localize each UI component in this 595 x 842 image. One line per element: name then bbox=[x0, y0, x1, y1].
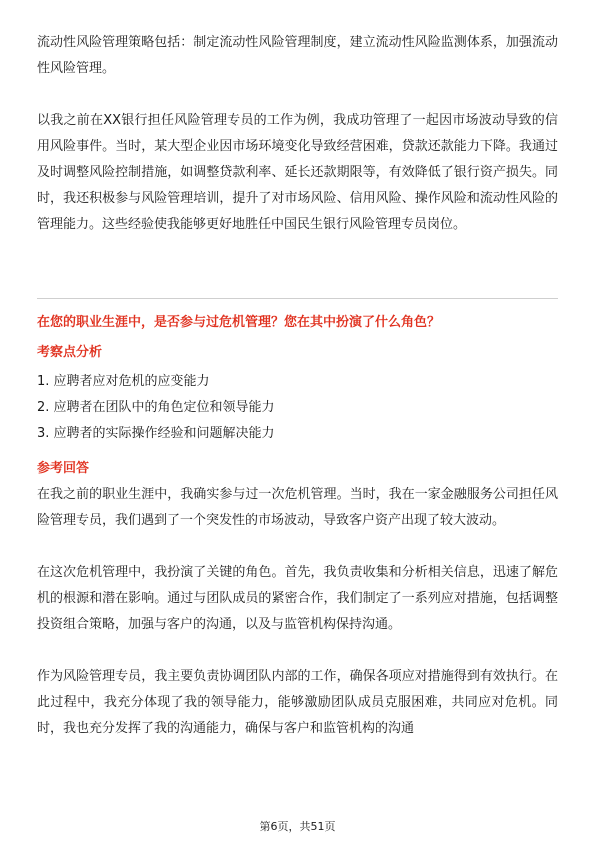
analysis-list bbox=[37, 369, 558, 447]
interview-question: 在您的职业生涯中，是否参与过危机管理？您在其中扮演了什么角色？ bbox=[37, 315, 441, 330]
page-number-footer: 第6页，共51页 bbox=[259, 820, 336, 833]
analysis-item: 2. 应聘者在团队中的角色定位和领导能力 bbox=[37, 400, 275, 415]
paragraph-experience-example: 以我之前在XX银行担任风险管理专员的工作为例，我成功管理了一起因市场波动导致的信用风险事件。当时，某大型企业因市场环境变化导致经营困难，贷款还款能力下降。我通过及时调整风险控制措施，如调整贷款利率、延长还款期限等，有效降低了银行资产损失。同时，我还积极参与风险管理培训，提升了对市场风险、信用风险、操作风险和流动性风险的管理能力。这些经验使我能够更好地胜任中国民生银行风险管理专员岗位。 bbox=[37, 113, 558, 232]
paragraph-spacer bbox=[37, 82, 558, 108]
reference-answer-section bbox=[37, 459, 558, 742]
previous-answer-continuation bbox=[37, 30, 558, 238]
paragraph-spacer bbox=[37, 534, 558, 560]
paragraph-liquidity-strategy: 流动性风险管理策略包括：制定流动性风险管理制度，建立流动性风险监测体系，加强流动性风险管理。 bbox=[37, 35, 558, 76]
answer-paragraph-1: 在我之前的职业生涯中，我确实参与过一次危机管理。当时，我在一家金融服务公司担任风险管理专员，我们遇到了一个突发性的市场波动，导致客户资产出现了较大波动。 bbox=[37, 487, 558, 528]
analysis-item: 3. 应聘者的实际操作经验和问题解决能力 bbox=[37, 426, 275, 441]
answer-heading: 参考回答 bbox=[37, 461, 90, 476]
paragraph-spacer bbox=[37, 638, 558, 664]
analysis-item: 1. 应聘者应对危机的应变能力 bbox=[37, 374, 210, 389]
section-divider bbox=[37, 298, 558, 299]
analysis-section bbox=[37, 343, 558, 447]
answer-paragraph-2: 在这次危机管理中，我扮演了关键的角色。首先，我负责收集和分析相关信息，迅速了解危机的根源和潜在影响。通过与团队成员的紧密合作，我们制定了一系列应对措施，包括调整投资组合策略，加强与客户的沟通，以及与监管机构保持沟通。 bbox=[37, 565, 558, 632]
answer-paragraph-3: 作为风险管理专员，我主要负责协调团队内部的工作，确保各项应对措施得到有效执行。在此过程中，我充分体现了我的领导能力，能够激励团队成员克服困难，共同应对危机。同时，我也充分发挥了我的沟通能力，确保与客户和监管机构的沟通 bbox=[37, 669, 558, 736]
analysis-heading: 考察点分析 bbox=[37, 345, 103, 360]
